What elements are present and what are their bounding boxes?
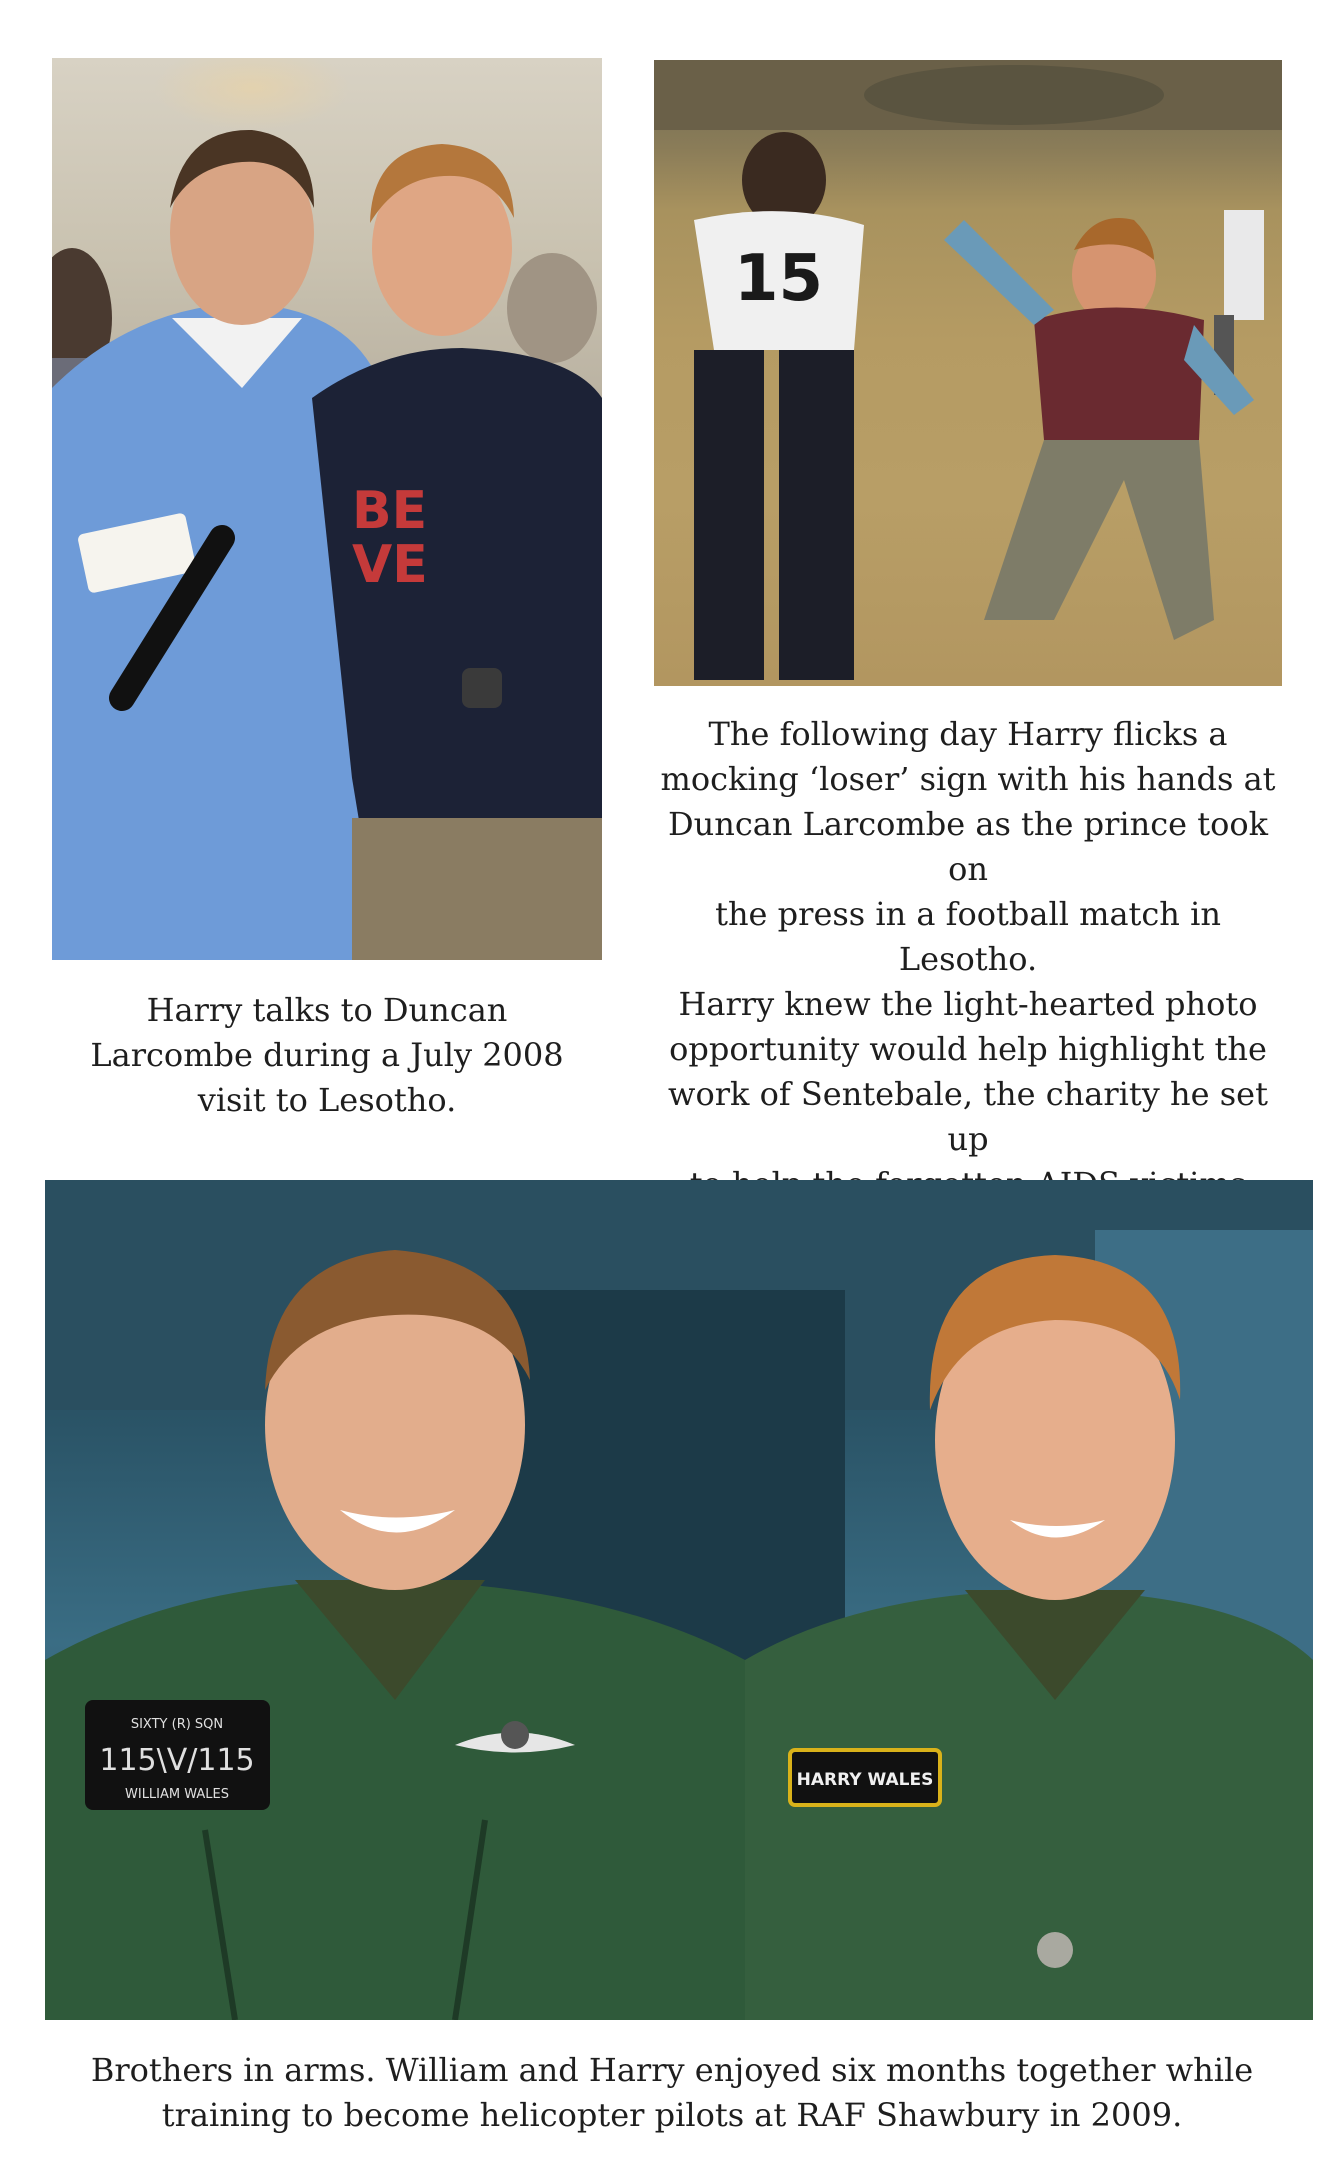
photo-brothers bbox=[45, 1180, 1313, 2020]
william-badge-main: 115\V/115 bbox=[99, 1743, 255, 1778]
khaki-trousers bbox=[352, 818, 602, 960]
pilot-wings-crest-icon bbox=[501, 1721, 529, 1749]
photo-football bbox=[654, 60, 1282, 686]
harry-badge-text: HARRY WALES bbox=[796, 1770, 934, 1790]
wristwatch bbox=[462, 668, 502, 708]
harry-raised-arm bbox=[944, 220, 1054, 325]
zip-pull bbox=[1037, 1932, 1073, 1968]
harry-maroon-shirt bbox=[1034, 308, 1204, 441]
tree bbox=[864, 65, 1164, 125]
william-badge-top: SIXTY (R) SQN bbox=[130, 1717, 224, 1732]
tshirt-print: BE VE bbox=[352, 481, 428, 595]
william-badge-name: WILLIAM WALES bbox=[125, 1787, 229, 1802]
photo-interview-illustration bbox=[52, 58, 602, 960]
distant-player bbox=[1224, 210, 1264, 320]
caption-football: The following day Harry flicks a mocking ‘loser’ sign with his hands at Duncan Larcombe as the prince took on the press in a football match in Lesotho. Harry knew the light-hearted photo opportunity would help highlight the work of Sentebale, the charity he set up bbox=[660, 715, 1276, 1158]
photo-brothers-illustration bbox=[45, 1180, 1313, 2020]
caption-interview: Harry talks to Duncan Larcombe during a July 2008 visit to Lesotho. bbox=[90, 991, 564, 1119]
harry-trousers bbox=[984, 440, 1214, 640]
caption-brothers: Brothers in arms. William and Harry enjoyed six months together while training to become helicopter pilots at RAF Shawbury in 2009. bbox=[90, 2051, 1254, 2134]
bystander-head bbox=[507, 253, 597, 363]
player-15-number: 15 bbox=[734, 242, 824, 316]
player-15-right-leg bbox=[779, 350, 854, 680]
photo-football-illustration bbox=[654, 60, 1282, 686]
photo-interview bbox=[52, 58, 602, 960]
player-15-left-leg bbox=[694, 350, 764, 680]
